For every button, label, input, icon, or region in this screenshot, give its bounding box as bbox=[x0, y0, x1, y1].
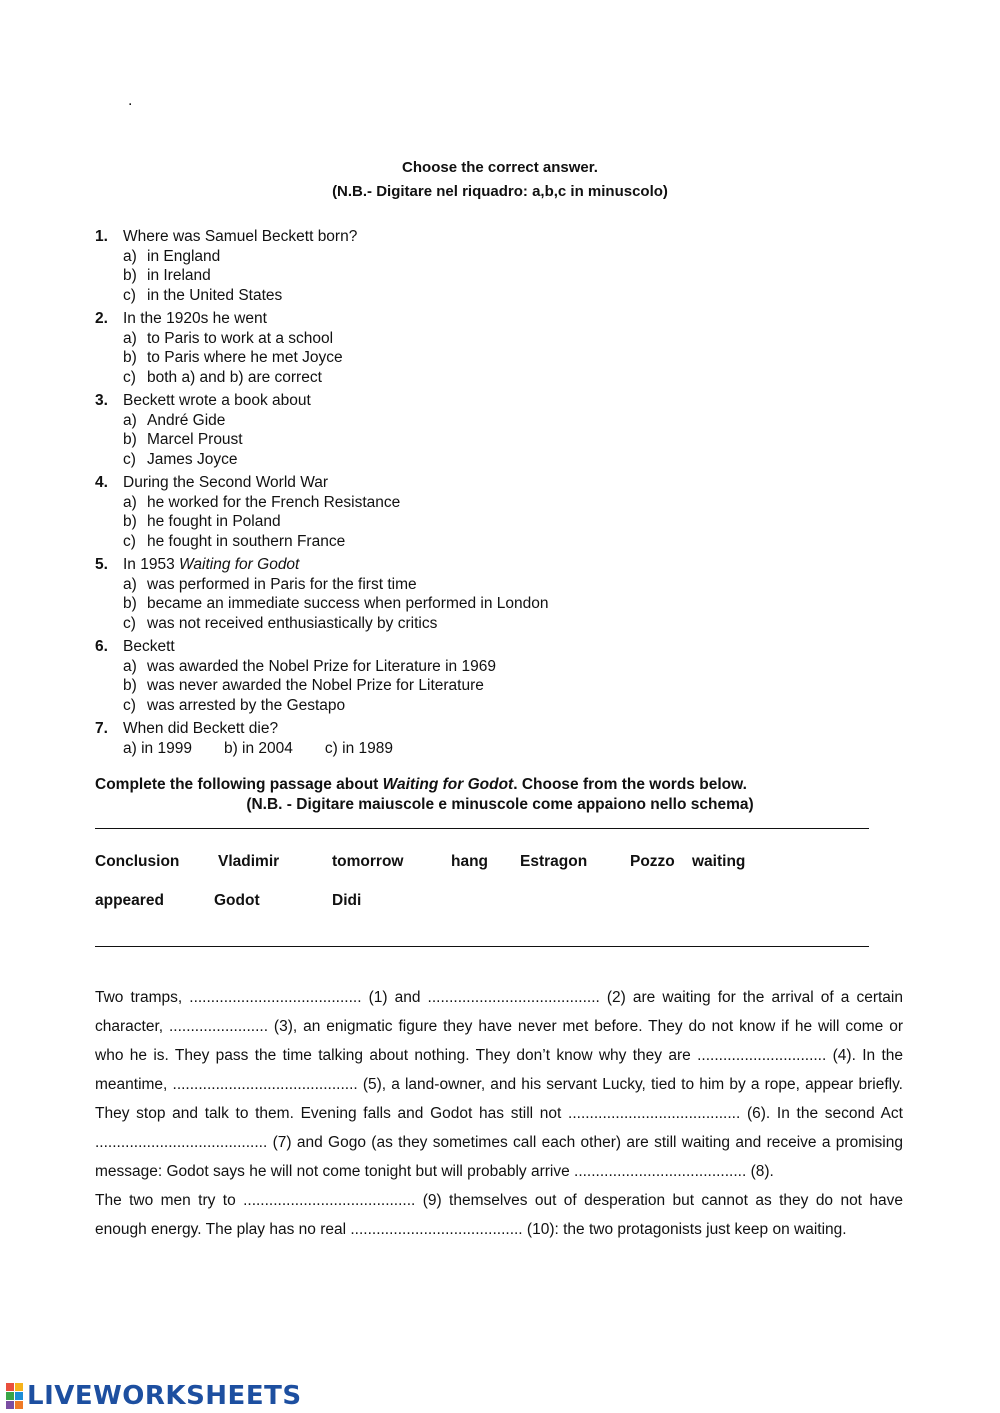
answer-option: b) was never awarded the Nobel Prize for Literature bbox=[123, 677, 484, 694]
divider-top bbox=[95, 828, 869, 829]
word-bank-item: Didi bbox=[332, 892, 362, 909]
answer-option: c) was arrested by the Gestapo bbox=[123, 696, 346, 714]
word-bank-item: Godot bbox=[214, 892, 260, 909]
question-2 bbox=[95, 309, 895, 387]
question-3 bbox=[95, 391, 895, 469]
answer-option: c) both a) and b) are correct bbox=[123, 368, 322, 386]
cloze-passage bbox=[95, 983, 903, 1244]
liveworksheets-logo bbox=[6, 1380, 302, 1412]
page-note: (N.B.- Digitare nel riquadro: a,b,c in minuscolo) bbox=[332, 183, 668, 200]
answer-option: c) was not received enthusiastically by critics bbox=[123, 614, 438, 632]
question-number: 3. bbox=[95, 392, 108, 409]
question-number: 7. bbox=[95, 720, 108, 737]
question-text: In 1953 bbox=[123, 556, 180, 573]
question-text: Beckett wrote a book about bbox=[123, 392, 311, 409]
question-number: 1. bbox=[95, 228, 108, 245]
word-bank-item: Pozzo bbox=[630, 853, 675, 870]
answer-option: c) James Joyce bbox=[123, 450, 238, 468]
answer-option: a) in England bbox=[123, 247, 221, 265]
word-bank-item: Estragon bbox=[520, 853, 588, 870]
answer-option: b) in Ireland bbox=[123, 267, 211, 284]
answer-option: c) in 1989 bbox=[324, 739, 393, 757]
answer-option: a) André Gide bbox=[123, 411, 226, 429]
question-number: 6. bbox=[95, 638, 108, 655]
word-bank-item: appeared bbox=[95, 892, 164, 909]
answer-option: a) he worked for the French Resistance bbox=[123, 493, 401, 511]
divider-bottom bbox=[95, 946, 869, 947]
answer-option: a) was performed in Paris for the first time bbox=[123, 575, 417, 593]
question-text: When did Beckett die? bbox=[123, 720, 279, 737]
answer-option: a) to Paris to work at a school bbox=[123, 329, 334, 347]
logo-text: LIVEWORKSHEETS bbox=[27, 1381, 302, 1411]
answer-option: c) he fought in southern France bbox=[123, 532, 346, 550]
answer-option: b) he fought in Poland bbox=[123, 513, 281, 530]
answer-option: a) in 1999 bbox=[123, 739, 192, 757]
answer-option: a) was awarded the Nobel Prize for Literature in 1969 bbox=[123, 657, 496, 675]
page-title: Choose the correct answer. bbox=[402, 159, 598, 176]
question-5 bbox=[95, 555, 895, 633]
question-4 bbox=[95, 473, 895, 551]
question-number: 4. bbox=[95, 474, 108, 491]
answer-option: b) became an immediate success when performed in London bbox=[123, 595, 549, 612]
logo-mark-icon bbox=[6, 1383, 23, 1409]
word-bank-item: waiting bbox=[692, 853, 746, 870]
question-list bbox=[95, 227, 895, 762]
play-title: Waiting for Godot bbox=[179, 556, 300, 573]
word-bank-item: tomorrow bbox=[332, 853, 404, 870]
answer-option: b) Marcel Proust bbox=[123, 431, 243, 448]
word-bank-item: Conclusion bbox=[95, 853, 180, 870]
page-mark: . bbox=[128, 92, 133, 109]
answer-option: c) in the United States bbox=[123, 286, 283, 304]
word-bank-item: hang bbox=[451, 853, 489, 870]
section-title: Complete the following passage about Waiting for Godot. Choose from the words below. bbox=[95, 776, 747, 793]
question-text: During the Second World War bbox=[123, 474, 329, 491]
play-title: Waiting for Godot bbox=[382, 776, 514, 793]
answer-option: b) in 2004 bbox=[223, 739, 293, 757]
question-number: 5. bbox=[95, 556, 108, 573]
answer-option: b) to Paris where he met Joyce bbox=[123, 349, 343, 366]
question-text: In the 1920s he went bbox=[123, 310, 267, 327]
question-number: 2. bbox=[95, 310, 108, 327]
question-1 bbox=[95, 227, 895, 305]
passage-paragraph: The two men try to ........................................ (9) themselves out of desperation but cannot as they do not have enough energy. The play has no real ........................................ (10): the two protagonists just keep on waiting. bbox=[95, 1192, 903, 1238]
word-bank-item: Vladimir bbox=[218, 853, 280, 870]
question-6 bbox=[95, 637, 895, 715]
question-7 bbox=[95, 719, 895, 758]
question-text: Beckett bbox=[123, 638, 175, 655]
section-note: (N.B. - Digitare maiuscole e minuscole come appaiono nello schema) bbox=[246, 796, 754, 813]
question-text: Where was Samuel Beckett born? bbox=[123, 228, 358, 245]
passage-paragraph: Two tramps, ........................................ (1) and ........................................ (2) are waiting for the arrival of a certain character, ....................... (3), an enigmatic figure they have never met before. They do not know if he will come or who he is. They pass the time talking about nothing. They don’t know why they are .............................. (4). In the meantime, ........................................... (5), a land-owner, and his servant Lucky, tied to him by a rope, appear briefly. They stop and talk to them. Evening falls and Godot has still not ........................................ (6). In the second Act ........................................ (7) and Gogo (as they sometimes call each other) are still waiting and receive a promising message: Godot says he will not come tonight but will probably arrive ........................................ (8). bbox=[95, 989, 903, 1180]
